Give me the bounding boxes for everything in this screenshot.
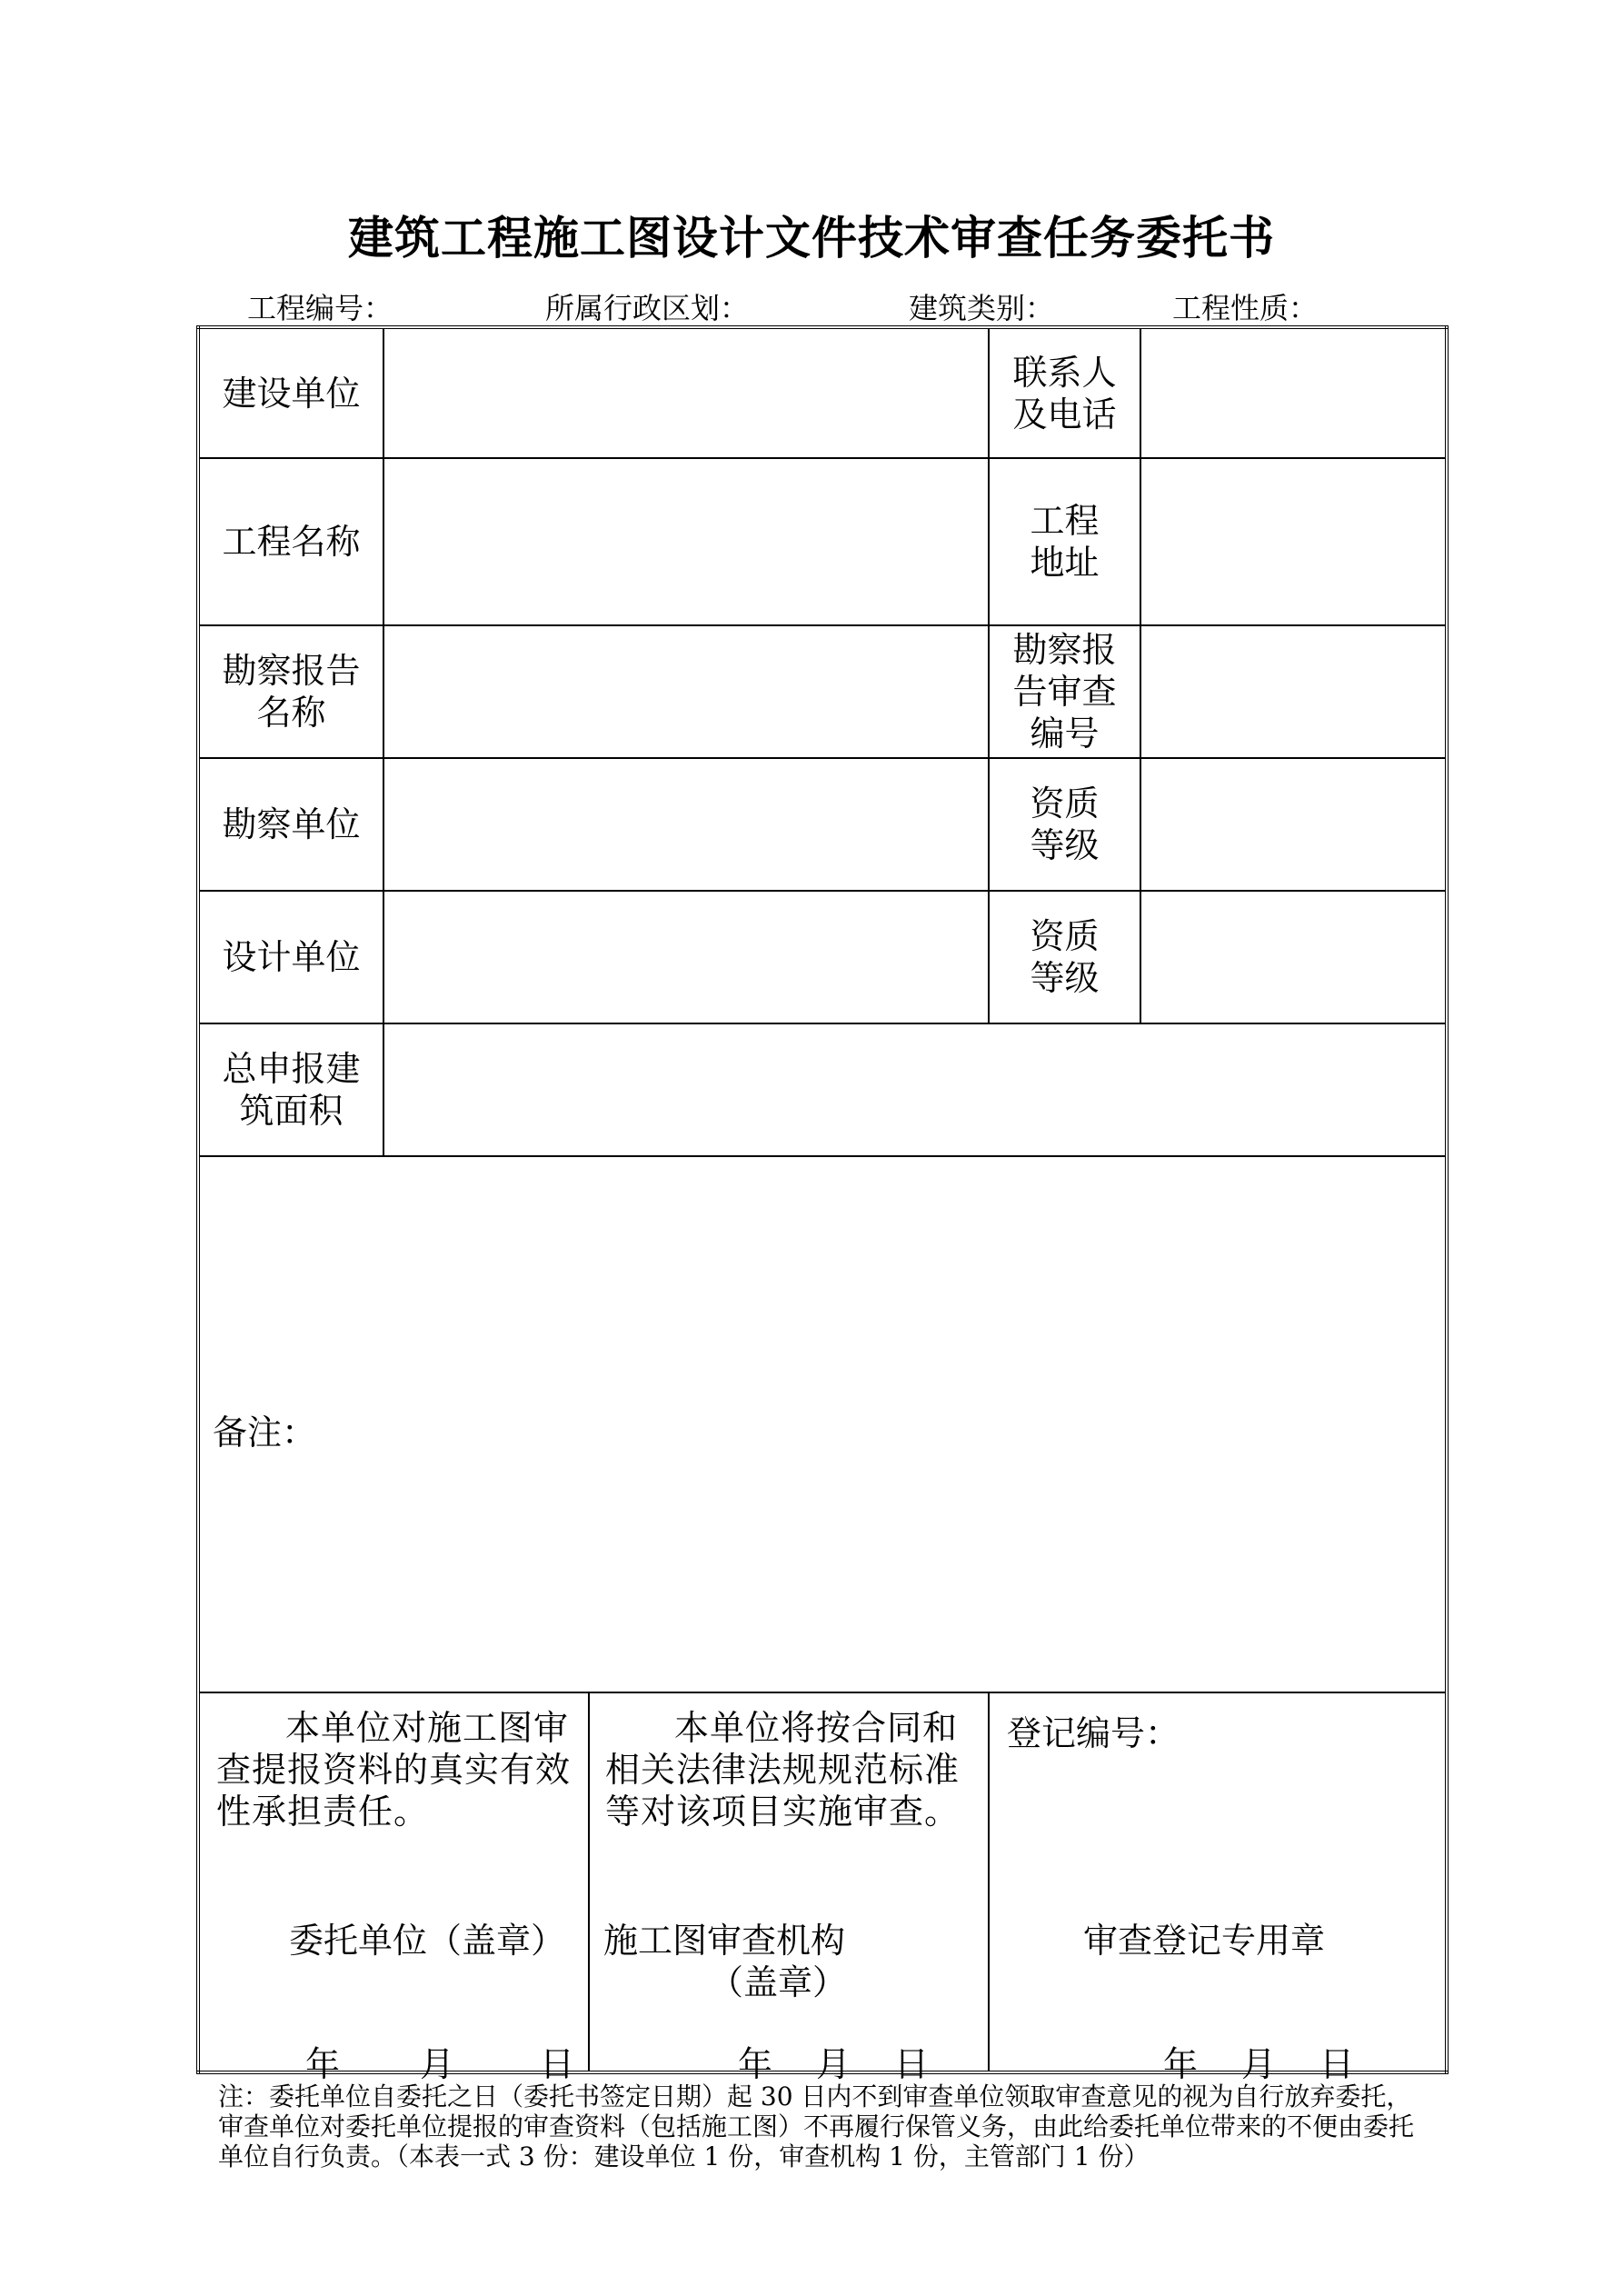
project-number-label: 工程编号： <box>247 291 393 325</box>
row-remarks <box>198 1156 1447 1692</box>
contact-label: 联系人 及电话 <box>989 327 1140 458</box>
review-agency-statement: 本单位将按合同和相关法律法规规范标准等对该项目实施审查。 <box>605 1708 961 1832</box>
survey-unit-label: 勘察单位 <box>198 758 383 891</box>
survey-qualification-field[interactable] <box>1140 758 1447 891</box>
footnote: 注：委托单位自委托之日（委托书签定日期）起 30 日内不到审查单位领取审查意见的视为自行放弃委托，审查单位对委托单位提报的审查资料（包括施工图）不再履行保管义务，由此给委托单位带来的不便由委托单位自行负责。（本表一式 3 份：建设单位 1 份，审查机构 1 份，主管部门 1 份） <box>218 2081 1415 2171</box>
project-name-label: 工程名称 <box>198 458 383 625</box>
design-qualification-label: 资质 等级 <box>989 891 1140 1023</box>
registration-number-label: 登记编号： <box>1007 1713 1180 1753</box>
remarks-field[interactable] <box>198 1156 1447 1692</box>
row-survey-unit <box>198 758 1447 891</box>
builder-label: 建设单位 <box>198 327 383 458</box>
agency-day: 日 <box>894 2044 930 2084</box>
entrusting-party-seal-label: 委托单位（盖章） <box>289 1921 566 1961</box>
building-type-label: 建筑类别： <box>909 291 1055 325</box>
builder-field[interactable] <box>383 327 989 458</box>
registration-year: 年 <box>1163 2044 1199 2084</box>
survey-qualification-label: 资质 等级 <box>989 758 1140 891</box>
survey-review-number-label: 勘察报 告审查 编号 <box>989 625 1140 758</box>
row-design-unit <box>198 891 1447 1023</box>
entrusting-day: 日 <box>540 2044 575 2084</box>
entrusting-statement: 本单位对施工图审查提报资料的真实有效性承担责任。 <box>216 1708 572 1832</box>
building-area-field[interactable] <box>383 1023 1447 1156</box>
registration-seal-label: 审查登记专用章 <box>1083 1921 1326 1961</box>
row-survey-report <box>198 625 1447 758</box>
entrusting-month: 月 <box>420 2044 455 2084</box>
project-nature-label: 工程性质： <box>1172 291 1319 325</box>
survey-review-number-field[interactable] <box>1140 625 1447 758</box>
registration-day: 日 <box>1319 2044 1355 2084</box>
design-qualification-field[interactable] <box>1140 891 1447 1023</box>
building-area-label: 总申报建 筑面积 <box>198 1023 383 1156</box>
row-builder <box>198 327 1447 458</box>
agency-year: 年 <box>738 2044 773 2084</box>
registration-month: 月 <box>1241 2044 1277 2084</box>
project-name-field[interactable] <box>383 458 989 625</box>
design-unit-label: 设计单位 <box>198 891 383 1023</box>
address-label: 工程 地址 <box>989 458 1140 625</box>
design-unit-field[interactable] <box>383 891 989 1023</box>
row-building-area <box>198 1023 1447 1156</box>
review-agency-label: 施工图审查机构 <box>603 1921 846 1961</box>
entrusting-year: 年 <box>305 2044 341 2084</box>
remarks-label: 备注： <box>213 1413 317 1452</box>
district-label: 所属行政区划： <box>545 291 750 325</box>
address-field[interactable] <box>1140 458 1447 625</box>
review-agency-seal-label: （盖章） <box>709 1962 848 2002</box>
survey-report-label: 勘察报告 名称 <box>198 625 383 758</box>
document-title: 建筑工程施工图设计文件技术审查任务委托书 <box>348 212 1275 265</box>
survey-unit-field[interactable] <box>383 758 989 891</box>
agency-month: 月 <box>816 2044 851 2084</box>
survey-report-field[interactable] <box>383 625 989 758</box>
contact-field[interactable] <box>1140 327 1447 458</box>
row-project-name <box>198 458 1447 625</box>
